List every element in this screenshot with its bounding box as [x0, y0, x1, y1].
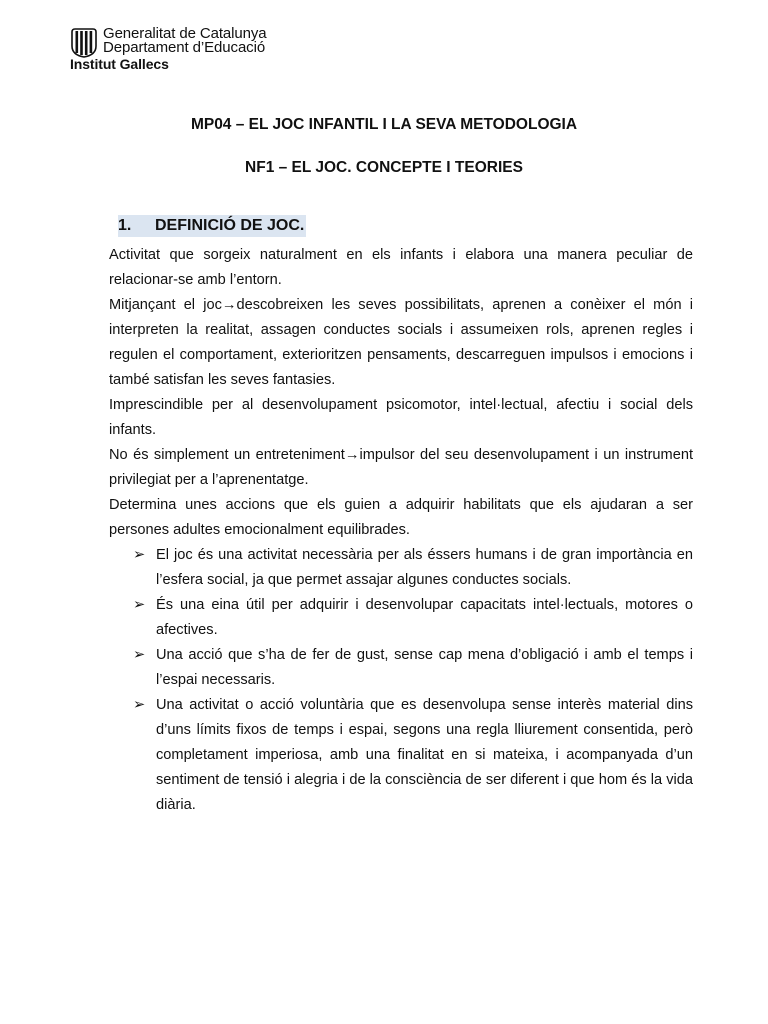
arrow-bullet-icon: ➢ [133, 697, 146, 713]
paragraph: Activitat que sorgeix naturalment en els infants i elabora una manera peculiar de relacionar-se amb l’entorn. [109, 247, 693, 288]
document-header [70, 27, 267, 71]
list-item-text: El joc és una activitat necessària per als éssers humans i de gran importància en l’esfera social, ja que permet assajar algunes conductes socials. [156, 547, 693, 588]
section-heading [118, 215, 306, 237]
module-title: MP04 – EL JOC INFANTIL I LA SEVA METODOLOGIA [190, 116, 578, 133]
list-item [109, 543, 693, 593]
organization-name [70, 25, 267, 72]
bullet-list [109, 543, 693, 818]
org-line-institute: Institut Gallecs [70, 56, 169, 72]
unit-title: NF1 – EL JOC. CONCEPTE I TEORIES [245, 159, 523, 176]
arrow-bullet-icon: ➢ [133, 647, 146, 663]
arrow-bullet-icon: ➢ [133, 547, 146, 563]
paragraph: Imprescindible per al desenvolupament psicomotor, intel·lectual, afectiu i social dels infants. [109, 397, 693, 438]
list-item-text: Una activitat o acció voluntària que es desenvolupa sense interès material dins d’uns límits fixos de temps i espai, segons una regla lliurement consentida, però completament imperiosa, amb una finalitat en si mateixa, i acompanyada d’un sentiment de tensió i alegria i de la consciència de ser diferent i que hom és la vida diària. [156, 697, 693, 813]
list-item [109, 693, 693, 818]
arrow-bullet-icon: ➢ [133, 597, 146, 613]
section-title: DEFINICIÓ DE JOC. [155, 217, 305, 234]
list-item-text: És una eina útil per adquirir i desenvolupar capacitats intel·lectuals, motores o afectives. [156, 597, 693, 638]
list-item-text: Una acció que s’ha de fer de gust, sense cap mena d’obligació i amb el temps i l’espai necessaris. [156, 647, 693, 688]
generalitat-stripes-logo-icon [70, 28, 98, 58]
section-number: 1. [118, 217, 132, 234]
list-item [109, 643, 693, 693]
paragraph: Determina unes accions que els guien a adquirir habilitats que els ajudaran a ser persones adultes emocionalment equilibrades. [109, 497, 693, 538]
org-line-generalitat: Generalitat de Catalunya [103, 25, 267, 42]
paragraph: Mitjançant el joc→descobreixen les seves possibilitats, aprenen a conèixer el món i interpreten la realitat, assagen conductes socials i assumeixen rols, aprenen regles i regulen el comportament, exterioritzen pensaments, descarreguen impulsos i emocions i també satisfan les seves fantasies. [109, 297, 693, 388]
document-body [109, 243, 693, 818]
list-item [109, 593, 693, 643]
paragraph: No és simplement un entreteniment→impulsor del seu desenvolupament i un instrument privilegiat per a l’aprenentatge. [109, 447, 693, 488]
org-line-department: Departament d’Educació [103, 39, 266, 56]
